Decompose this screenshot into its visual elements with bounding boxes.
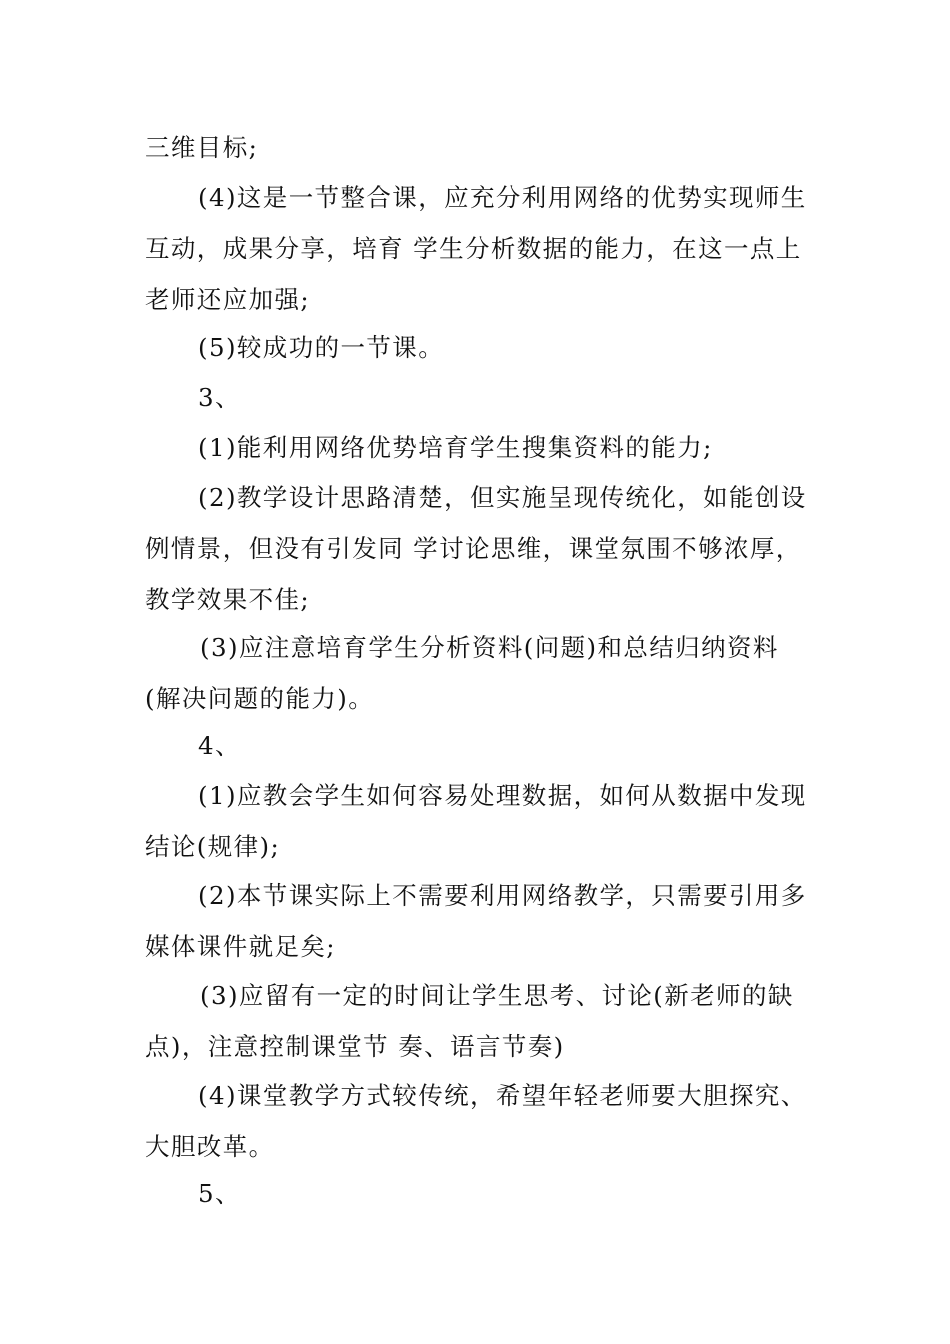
text-line: (解决问题的能力)。 — [145, 684, 375, 713]
paragraph-item-3-analysis — [145, 624, 810, 723]
text-line: 互动，成果分享，培育 学生分析数据的能力，在这一点上 — [145, 234, 802, 263]
paragraph-item-2-design — [145, 474, 810, 624]
section-heading-4 — [145, 722, 810, 770]
paragraph-item-4-integration — [145, 174, 810, 324]
text-line: 3、 — [198, 383, 241, 412]
text-line: 教学效果不佳; — [145, 585, 311, 614]
text-line: (5)较成功的一节课。 — [198, 333, 445, 362]
text-line: (1)应教会学生如何容易处理数据，如何从数据中发现 — [198, 781, 807, 810]
text-line: 例情景，但没有引发同 学讨论思维，课堂氛围不够浓厚， — [145, 534, 802, 563]
text-line: (4)这是一节整合课，应充分利用网络的优势实现师生 — [198, 183, 807, 212]
section-heading-3 — [145, 374, 810, 422]
text-line: 三维目标; — [145, 133, 259, 162]
text-line: 结论(规律); — [145, 832, 281, 861]
text-line: (3)应留有一定的时间让学生思考、讨论(新老师的缺 — [200, 981, 794, 1010]
paragraph-item-5-success — [145, 324, 810, 372]
paragraph-item-1-network — [145, 424, 810, 472]
paragraph-item-2-multimedia — [145, 872, 810, 971]
paragraph-three-dimensional-goals — [145, 124, 810, 172]
text-line: 点)，注意控制课堂节 奏、语言节奏) — [145, 1032, 565, 1061]
text-line: (1)能利用网络优势培育学生搜集资料的能力; — [198, 433, 713, 462]
text-line: (4)课堂教学方式较传统，希望年轻老师要大胆探究、 — [198, 1081, 807, 1110]
section-heading-5 — [145, 1170, 810, 1218]
text-line: 老师还应加强; — [145, 285, 311, 314]
text-line: (3)应注意培育学生分析资料(问题)和总结归纳资料 — [200, 633, 779, 662]
text-line: (2)教学设计思路清楚，但实施呈现传统化，如能创设 — [198, 483, 807, 512]
paragraph-item-4-reform — [145, 1072, 810, 1171]
text-line: 媒体课件就足矣; — [145, 932, 336, 961]
text-line: 5、 — [198, 1179, 241, 1208]
text-line: 大胆改革。 — [145, 1132, 275, 1161]
paragraph-item-1-data — [145, 772, 810, 871]
text-line: 4、 — [198, 731, 241, 760]
text-line: (2)本节课实际上不需要利用网络教学，只需要引用多 — [198, 881, 807, 910]
paragraph-item-3-rhythm — [145, 972, 810, 1071]
